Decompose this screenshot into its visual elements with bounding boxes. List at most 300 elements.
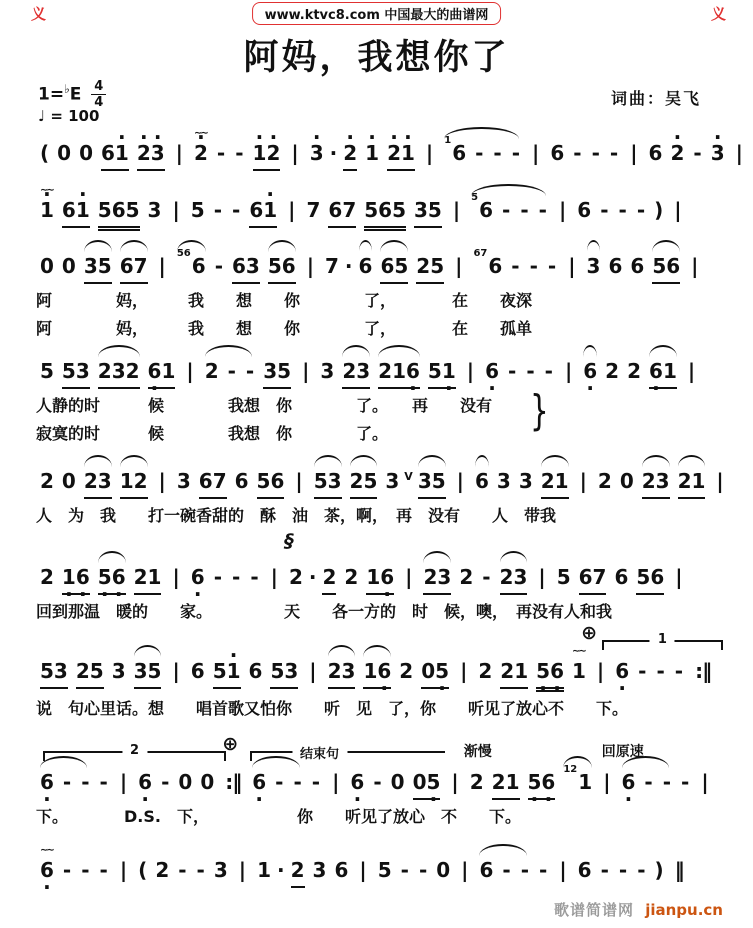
- note-digits: [270, 656, 298, 689]
- note-token: [378, 855, 392, 886]
- note-token: [627, 356, 641, 387]
- slur-arc-icon: [471, 184, 545, 196]
- grace-note: 12: [563, 764, 578, 776]
- barline: |: [172, 565, 180, 589]
- note-token: [76, 656, 104, 689]
- note-digit: 7: [306, 198, 321, 222]
- duration-dash: -: [674, 659, 684, 683]
- note-token: [423, 562, 451, 595]
- note-digits: [528, 767, 556, 800]
- note-digit: 2: [627, 359, 642, 383]
- note-digits: [62, 356, 90, 389]
- note-digit: 1: [578, 770, 593, 794]
- note-digits: [120, 251, 148, 284]
- note-digit: · 3: [310, 138, 324, 168]
- phrase-paren: (: [40, 141, 50, 165]
- duration-dash: -: [475, 141, 484, 165]
- slur-arc-icon: [583, 345, 597, 357]
- duration-dash: -: [609, 141, 619, 165]
- duration-dash: -: [618, 198, 627, 222]
- barline: |: [288, 198, 296, 222]
- repeat-end-barline: :‖: [695, 659, 712, 683]
- note-digit: 6 ·: [550, 656, 564, 686]
- duration-dash: -: [99, 770, 108, 794]
- note-digits: [475, 466, 489, 497]
- duration-dash: -: [178, 858, 187, 882]
- note-token: [148, 195, 162, 226]
- note-digits: [200, 767, 214, 798]
- note-digits: [138, 767, 152, 798]
- note-digit: · 2: [266, 138, 280, 168]
- note-digit: 5: [392, 198, 406, 222]
- duration-dash: -: [196, 858, 205, 882]
- note-digit: 2: [344, 565, 359, 589]
- duration-dash: -: [637, 858, 646, 882]
- note-digits: [380, 251, 408, 284]
- note-digit: 0: [390, 770, 405, 794]
- barline: |: [291, 141, 299, 165]
- label-mark: 渐慢: [463, 744, 492, 760]
- note-digits: [541, 466, 569, 499]
- slur-arc-icon: [444, 127, 518, 139]
- duration-dash: -: [638, 659, 647, 683]
- lyric-line: 寂寞的时 候 我想 你 了。: [36, 424, 389, 444]
- note-digits: [387, 138, 415, 171]
- lyric-line: 人静的时 候 我想 你 了。 再 没有: [36, 396, 493, 415]
- note-digit: 3: [133, 659, 148, 683]
- note-token: [608, 251, 622, 282]
- note-digit: 5: [556, 565, 571, 589]
- slur-arc-icon: [314, 455, 342, 467]
- note-digit: 6: [452, 141, 467, 165]
- note-digits: [636, 562, 664, 595]
- duration-dash: -: [275, 770, 284, 794]
- notation-line: [36, 241, 726, 340]
- note-token: [322, 562, 336, 595]
- note-digits: [40, 855, 54, 886]
- note-digits: [488, 251, 502, 282]
- note-digit: 2: [491, 770, 506, 794]
- note-row: [36, 346, 726, 389]
- note-digit: 5: [377, 858, 392, 882]
- note-digit: 6: [270, 469, 285, 493]
- barline: |: [460, 659, 468, 683]
- note-digit: 6: [119, 254, 134, 278]
- note-digits: [252, 767, 266, 798]
- mordent-icon: ∼∼: [193, 127, 207, 139]
- note-token: [176, 248, 206, 282]
- note-digit: 6 ·: [485, 356, 499, 386]
- note-token: [334, 855, 348, 886]
- note-digit: 5: [363, 469, 378, 493]
- note-digit: 1: [505, 770, 520, 794]
- note-token: [191, 656, 205, 687]
- note-token: [470, 767, 484, 798]
- duration-dash: -: [644, 770, 653, 794]
- note-digits: [40, 356, 54, 387]
- note-token: [62, 466, 76, 497]
- note-digits: [257, 466, 285, 499]
- duration-dash: -: [656, 659, 665, 683]
- note-digit: 3: [496, 469, 511, 493]
- barline: |: [306, 254, 314, 278]
- final-barline: ‖: [674, 858, 684, 882]
- slur-arc-icon: [84, 455, 112, 467]
- note-digit: 2: [469, 770, 484, 794]
- note-digit: 1: [571, 659, 586, 683]
- note-digit: 6 ·: [40, 767, 54, 797]
- note-token: [365, 138, 379, 169]
- note-token: [193, 127, 208, 169]
- note-token: [577, 195, 591, 226]
- note-digit: · 2: [194, 138, 208, 168]
- note-digits: [649, 138, 663, 169]
- note-digits: [478, 656, 492, 687]
- note-token: [252, 767, 266, 798]
- note-token: [399, 656, 413, 687]
- note-token: [678, 466, 706, 499]
- note-token: [492, 767, 520, 800]
- note-digits: [199, 466, 227, 499]
- note-digit: 1: [662, 359, 677, 383]
- note-token: [213, 656, 241, 689]
- lyric-line: 说 句心里话。想 唱首歌又怕你 听 见 了，你 听见了放心不 下。: [36, 699, 629, 718]
- note-token: [587, 251, 601, 282]
- key-signature: [38, 80, 106, 109]
- slur-arc-icon: [479, 844, 526, 856]
- slur-arc-icon: [652, 240, 680, 252]
- flat-icon: ♭: [64, 81, 70, 96]
- phrase-paren: ): [654, 198, 664, 222]
- duration-dash: -: [526, 359, 535, 383]
- note-digit: 2: [378, 359, 393, 383]
- note-digit: 2: [322, 565, 337, 589]
- note-token: [436, 855, 450, 886]
- note-token: [642, 466, 670, 499]
- barline: |: [603, 770, 611, 794]
- duration-dash: -: [245, 359, 255, 383]
- note-digit: 3: [284, 659, 299, 683]
- duration-dash: -: [214, 254, 223, 278]
- note-digits: [414, 195, 442, 228]
- note-digits: [101, 138, 129, 171]
- note-digit: 0: [412, 770, 427, 794]
- barline: |: [596, 659, 605, 683]
- note-digits: [557, 562, 571, 593]
- barline: |: [456, 469, 464, 493]
- note-digit: 5: [427, 198, 442, 222]
- note-digit: 0: [619, 469, 634, 493]
- note-digits: [263, 356, 291, 389]
- note-digit: 5 ·: [427, 767, 441, 797]
- augmentation-dot: ·: [344, 254, 353, 278]
- note-digit: 3: [176, 469, 191, 493]
- note-digits: [148, 356, 176, 389]
- phrase-paren: ): [654, 858, 664, 882]
- note-digits: [334, 855, 348, 886]
- note-digits: [79, 138, 93, 169]
- note-token: [485, 356, 499, 387]
- note-digits: [598, 466, 612, 497]
- note-digits: [62, 195, 90, 228]
- note-token: [550, 138, 564, 169]
- note-digit: 3: [586, 254, 601, 278]
- note-digit: 5: [270, 659, 285, 683]
- note-digits: [391, 767, 405, 798]
- note-token: [62, 562, 90, 595]
- barline: |: [175, 141, 183, 165]
- note-digits: [711, 138, 725, 169]
- note-digit: 3: [75, 359, 90, 383]
- note-digit: 7: [212, 469, 227, 493]
- slur-arc-icon: [84, 240, 112, 252]
- duration-dash: -: [213, 565, 222, 589]
- note-digit: 2: [605, 359, 620, 383]
- time-signature: [91, 80, 106, 109]
- note-token: [479, 855, 493, 886]
- notation-line: [36, 845, 726, 888]
- volta-text: 2: [122, 743, 147, 758]
- note-token: [40, 844, 54, 886]
- note-digit: 2: [288, 565, 303, 589]
- note-digit: 2: [499, 565, 514, 589]
- slur-arc-icon: [678, 455, 706, 467]
- barline: |: [309, 659, 317, 683]
- note-digits: [363, 656, 391, 689]
- note-digits: [192, 251, 206, 282]
- note-digit: 6 ·: [252, 767, 266, 797]
- duration-dash: -: [547, 254, 557, 278]
- note-digits: [191, 562, 205, 593]
- duration-dash: -: [539, 858, 548, 882]
- note-digits: [608, 251, 622, 282]
- note-digits: [84, 466, 112, 499]
- note-digit: 6: [608, 254, 623, 278]
- note-token: [84, 466, 112, 499]
- note-digits: [177, 466, 191, 497]
- note-digits: [615, 656, 629, 687]
- note-token: [711, 138, 725, 169]
- note-digit: 5 ·: [536, 656, 550, 686]
- barline: |: [455, 254, 463, 278]
- note-digit: 3: [53, 659, 68, 683]
- note-digit: 7: [342, 198, 357, 222]
- note-digit: 7: [325, 254, 339, 278]
- duration-dash: -: [544, 359, 553, 383]
- note-digits: [344, 562, 358, 593]
- note-digits: [232, 251, 260, 284]
- note-digits: [649, 356, 677, 389]
- note-digits: [620, 466, 634, 497]
- duration-dash: -: [400, 858, 409, 882]
- note-digits: [350, 466, 378, 499]
- barline: |: [172, 198, 180, 222]
- duration-dash: -: [62, 858, 72, 882]
- note-digit: 5: [212, 659, 227, 683]
- note-digits: [583, 356, 597, 387]
- duration-dash: -: [293, 770, 302, 794]
- note-token: [541, 466, 569, 499]
- duration-dash: -: [662, 770, 672, 794]
- notation-line: [36, 185, 726, 231]
- note-digits: [622, 767, 636, 798]
- note-digits: [342, 356, 370, 389]
- note-digit: 3: [655, 469, 670, 493]
- barline: |: [568, 254, 576, 278]
- note-digits: [423, 562, 451, 595]
- note-token: [471, 192, 494, 226]
- lyric-line: 人 为 我 打一碗香甜的 酥 油 茶，啊， 再 没有 人 带我: [36, 506, 557, 525]
- note-digit: 2: [133, 469, 148, 493]
- note-token: [62, 356, 90, 389]
- note-digit: 6: [378, 198, 393, 222]
- note-digit: 6: [479, 858, 494, 882]
- note-digit: 0: [61, 254, 76, 278]
- note-digits: [519, 466, 533, 497]
- note-digit: 0: [61, 469, 76, 493]
- note-digit: 5: [40, 659, 54, 683]
- duration-dash: -: [482, 565, 491, 589]
- note-token: [670, 138, 684, 169]
- note-token: [366, 562, 394, 595]
- notation-line: [36, 127, 743, 171]
- note-row: [36, 185, 726, 231]
- site-banner[interactable]: www.ktvc8.com 中国最大的曲谱网: [252, 2, 502, 25]
- marks-row: [36, 530, 726, 562]
- barline: |: [558, 198, 567, 222]
- note-digit: 6: [249, 198, 264, 222]
- note-digit: · 3: [151, 138, 165, 168]
- note-digit: 2: [459, 565, 474, 589]
- note-digit: 2: [423, 565, 438, 589]
- note-digit: · 1: [253, 138, 267, 168]
- footer-site-url[interactable]: jianpu.cn: [645, 901, 723, 919]
- note-digits: [191, 656, 205, 687]
- note-digits: [500, 562, 528, 595]
- note-digit: 2: [540, 469, 555, 493]
- note-digit: 6: [630, 254, 645, 278]
- note-digits: [385, 466, 399, 497]
- note-token: [359, 251, 373, 282]
- barline: |: [466, 359, 475, 383]
- note-token: [459, 562, 473, 593]
- note-digits: [178, 767, 192, 798]
- note-digit: 6: [334, 858, 349, 882]
- duration-dash: -: [502, 858, 511, 882]
- note-token: [519, 466, 533, 497]
- note-token: [500, 656, 528, 689]
- note-digit: 6: [248, 659, 263, 683]
- duration-dash: -: [618, 858, 628, 882]
- note-digits: [191, 195, 205, 226]
- note-digits: [137, 138, 165, 171]
- note-token: [270, 656, 298, 689]
- note-digit: 6: [479, 198, 494, 222]
- note-token: [444, 135, 467, 169]
- lyric-line: 回到那温 暖的 家。 天 各一方的 时 候，噢， 再没有人和我: [36, 602, 613, 621]
- grace-note: 67: [473, 248, 488, 260]
- note-digits: [670, 138, 684, 169]
- note-digit: 3: [320, 359, 335, 383]
- note-token: [79, 138, 93, 169]
- slur-arc-icon: [268, 240, 296, 252]
- note-token: [137, 138, 165, 171]
- note-digit: 5: [97, 254, 112, 278]
- duration-dash: -: [573, 141, 582, 165]
- note-digit: 0: [79, 141, 93, 165]
- slur-arc-icon: [359, 240, 373, 252]
- duration-dash: -: [591, 141, 600, 165]
- barline: |: [461, 858, 469, 882]
- note-digits: [57, 138, 71, 169]
- volta-text: 1: [650, 632, 675, 647]
- duration-dash: -: [520, 858, 530, 882]
- note-digits: [62, 251, 76, 282]
- note-digit: 6 ·: [406, 356, 420, 386]
- note-digit: 3: [437, 565, 452, 589]
- barline: |: [332, 770, 340, 794]
- note-digits: [378, 855, 392, 886]
- note-digits: [366, 562, 394, 595]
- volta-mark: [602, 632, 723, 650]
- barline: |: [564, 359, 573, 383]
- note-digits: [291, 855, 305, 888]
- note-digits: [289, 562, 303, 593]
- note-digit: 2: [399, 659, 414, 683]
- note-digit: 5: [652, 254, 667, 278]
- note-digits: [428, 356, 456, 389]
- note-token: [557, 562, 571, 593]
- barline: |: [359, 858, 367, 882]
- note-digit: 2: [416, 254, 431, 278]
- note-digits: [479, 195, 493, 226]
- note-digits: [249, 195, 277, 228]
- grace-note: 56: [176, 248, 191, 260]
- note-digit: 5: [427, 359, 442, 383]
- note-digits: [350, 767, 364, 798]
- note-token: [563, 764, 593, 798]
- note-digits: [314, 466, 342, 499]
- note-digit: 3: [213, 858, 228, 882]
- mordent-icon: ∼∼: [40, 184, 53, 196]
- note-digits: [614, 562, 628, 593]
- notation-line: [36, 530, 726, 623]
- barline: |: [302, 359, 310, 383]
- note-digit: 1: [257, 858, 272, 882]
- duration-dash: -: [529, 254, 538, 278]
- note-token: [268, 251, 296, 284]
- note-token: [478, 656, 492, 687]
- note-digit: 5 ·: [528, 767, 542, 797]
- note-token: [40, 562, 54, 593]
- duration-dash: -: [693, 141, 702, 165]
- note-digit: 0: [178, 770, 193, 794]
- phrase-paren: (: [138, 858, 148, 882]
- note-digits: [306, 195, 320, 226]
- barline: |: [119, 770, 128, 794]
- note-digit: 7: [592, 565, 607, 589]
- duration-dash: -: [232, 198, 241, 222]
- note-digit: 0: [200, 770, 215, 794]
- note-token: [350, 767, 364, 798]
- note-token: [598, 466, 612, 497]
- note-digit: 5: [61, 359, 76, 383]
- duration-dash: -: [161, 770, 170, 794]
- lyric-line: 下。 D.S. 下， 你 听见了放心 不 下。: [36, 807, 521, 826]
- note-digit: 2: [478, 659, 493, 683]
- note-digits: [550, 138, 564, 169]
- note-digits: [40, 466, 54, 497]
